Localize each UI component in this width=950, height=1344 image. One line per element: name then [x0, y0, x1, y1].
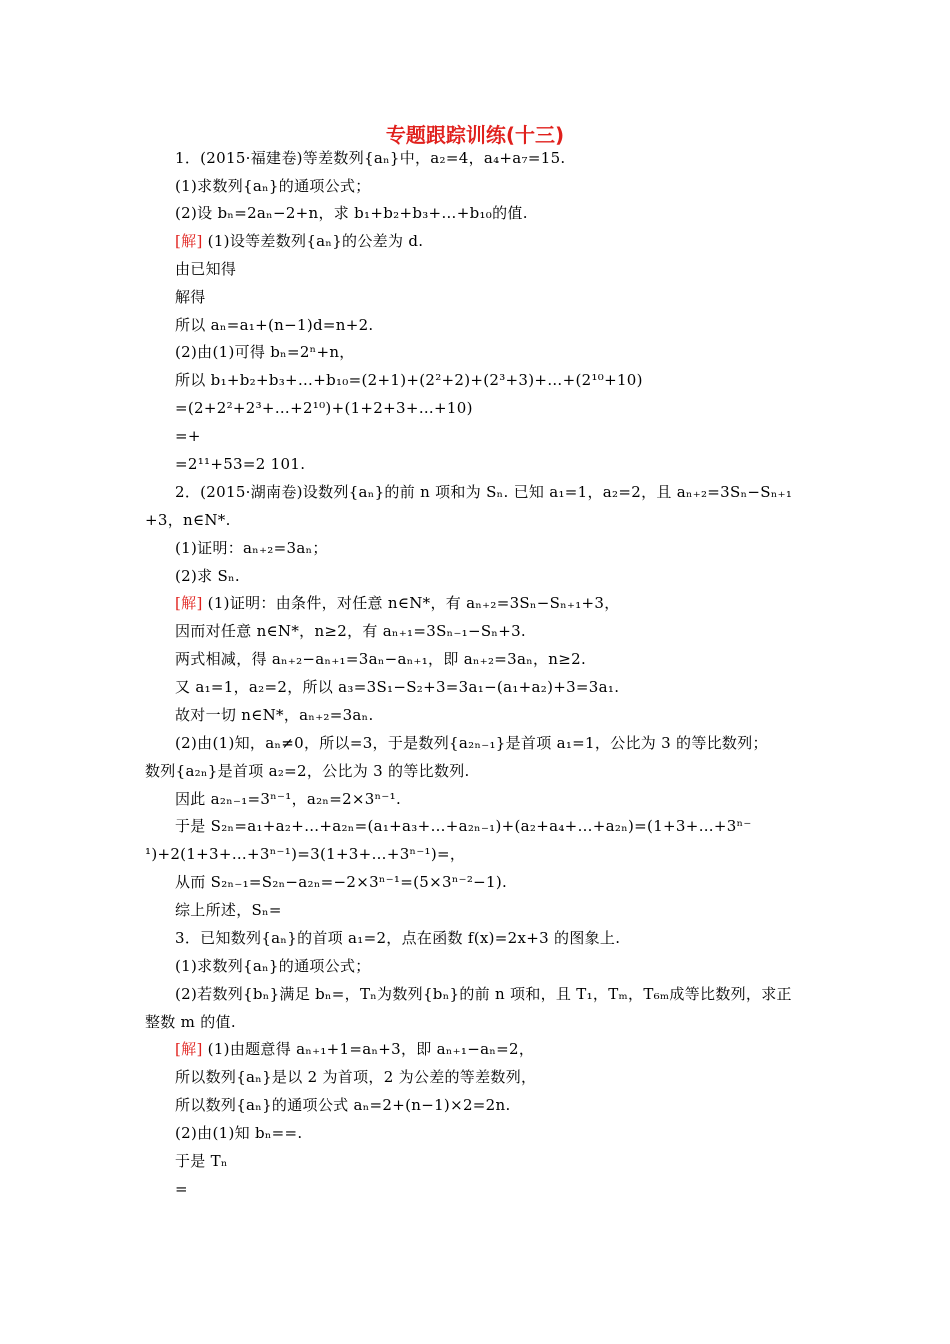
text-line: [175, 900, 282, 920]
line-text: (2)设 bₙ=2aₙ−2+n，求 b₁+b₂+b₃+…+b₁₀的值.: [175, 204, 528, 222]
line-text: 所以 b₁+b₂+b₃+…+b₁₀=(2+1)+(2²+2)+(2³+3)+…+(2¹⁰+10): [175, 371, 643, 389]
text-line: [175, 928, 620, 948]
text-line: [175, 315, 373, 335]
line-text: (2)若数列{bₙ}满足 bₙ=，Tₙ为数列{bₙ}的前 n 项和，且 T₁，Tₘ，T₆ₘ成等比数列，求正: [175, 985, 792, 1003]
line-text: 1．(2015·福建卷)等差数列{aₙ}中，a₂=4，a₄+a₇=15.: [175, 149, 566, 167]
line-text: (1)由题意得 aₙ₊₁+1=aₙ+3，即 aₙ₊₁−aₙ=2，: [202, 1040, 535, 1058]
line-text: 解得: [175, 288, 206, 306]
text-line: [175, 287, 206, 307]
line-text: (1)证明：aₙ₊₂=3aₙ；: [175, 539, 328, 557]
line-text: 综上所述，Sₙ=: [175, 901, 282, 919]
text-line: [175, 454, 305, 474]
text-line: [175, 148, 565, 168]
line-text: 于是 S₂ₙ=a₁+a₂+…+a₂ₙ=(a₁+a₃+…+a₂ₙ₋₁)+(a₂+a₄+…+a₂ₙ)=(1+3+…+3ⁿ⁻: [175, 817, 752, 835]
line-text: 因而对任意 n∈N*，n≥2，有 aₙ₊₁=3Sₙ₋₁−Sₙ+3.: [175, 622, 526, 640]
text-line: [175, 733, 768, 753]
solution-tag: [解]: [175, 1040, 203, 1058]
text-line: [175, 816, 752, 836]
text-line: [175, 705, 374, 725]
line-text: (1)求数列{aₙ}的通项公式；: [175, 177, 371, 195]
text-line: [175, 593, 620, 613]
text-line: [175, 482, 792, 502]
text-line: [175, 1123, 302, 1143]
line-text: 3．已知数列{aₙ}的首项 a₁=2，点在函数 f(x)=2x+3 的图象上.: [175, 929, 621, 947]
text-line: [175, 259, 236, 279]
text-line: [175, 1151, 228, 1171]
line-text: =+: [175, 427, 201, 445]
text-line: [175, 342, 355, 362]
line-text: 由已知得: [175, 260, 237, 278]
text-line: [175, 566, 240, 586]
text-line: [175, 984, 792, 1004]
text-line: [145, 844, 465, 864]
text-line: [175, 621, 526, 641]
line-text: ¹)+2(1+3+…+3ⁿ⁻¹)=3(1+3+…+3ⁿ⁻¹)=，: [145, 845, 466, 863]
text-line: [175, 176, 371, 196]
text-line: [175, 872, 507, 892]
text-line: [175, 1067, 536, 1087]
line-text: (2)求 Sₙ.: [175, 567, 240, 585]
text-line: [175, 649, 586, 669]
line-text: =: [175, 1180, 188, 1198]
page-title: 专题跟踪训练(十三): [385, 123, 565, 147]
text-line: [145, 761, 470, 781]
line-text: 所以 aₙ=a₁+(n−1)d=n+2.: [175, 316, 374, 334]
line-text: (1)证明：由条件，对任意 n∈N*，有 aₙ₊₂=3Sₙ−Sₙ₊₁+3，: [202, 594, 620, 612]
line-text: 所以数列{aₙ}的通项公式 aₙ=2+(n−1)×2=2n.: [175, 1096, 511, 1114]
text-line: [175, 1039, 534, 1059]
line-text: 整数 m 的值.: [145, 1013, 236, 1031]
text-line: [175, 370, 643, 390]
line-text: (1)设等差数列{aₙ}的公差为 d.: [202, 232, 424, 250]
line-text: 从而 S₂ₙ₋₁=S₂ₙ−a₂ₙ=−2×3ⁿ⁻¹=(5×3ⁿ⁻²−1).: [175, 873, 508, 891]
line-text: 又 a₁=1，a₂=2，所以 a₃=3S₁−S₂+3=3a₁−(a₁+a₂)+3=3a₁.: [175, 678, 620, 696]
text-line: [145, 1012, 236, 1032]
line-text: 故对一切 n∈N*，aₙ₊₂=3aₙ.: [175, 706, 374, 724]
text-line: [175, 203, 528, 223]
solution-tag: [解]: [175, 594, 203, 612]
text-line: [175, 1179, 188, 1199]
text-line: [175, 1095, 511, 1115]
text-line: [175, 956, 371, 976]
line-text: (2)由(1)可得 bₙ=2ⁿ+n，: [175, 343, 355, 361]
line-text: 数列{a₂ₙ}是首项 a₂=2，公比为 3 的等比数列.: [145, 762, 470, 780]
text-line: [175, 789, 401, 809]
text-line: [175, 426, 201, 446]
text-line: [175, 538, 328, 558]
text-line: [175, 231, 423, 251]
solution-tag: [解]: [175, 232, 203, 250]
text-line: [145, 510, 231, 530]
line-text: 因此 a₂ₙ₋₁=3ⁿ⁻¹，a₂ₙ=2×3ⁿ⁻¹.: [175, 790, 402, 808]
text-line: [175, 677, 619, 697]
line-text: 两式相减，得 aₙ₊₂−aₙ₊₁=3aₙ−aₙ₊₁，即 aₙ₊₂=3aₙ，n≥2.: [175, 650, 587, 668]
line-text: (1)求数列{aₙ}的通项公式；: [175, 957, 371, 975]
line-text: (2)由(1)知 bₙ==.: [175, 1124, 303, 1142]
line-text: 于是 Tₙ: [175, 1152, 228, 1170]
line-text: +3，n∈N*.: [145, 511, 231, 529]
text-line: [175, 398, 473, 418]
line-text: =2¹¹+53=2 101.: [175, 455, 306, 473]
line-text: (2)由(1)知，aₙ≠0，所以=3，于是数列{a₂ₙ₋₁}是首项 a₁=1，公比为 3 的等比数列；: [175, 734, 768, 752]
line-text: 所以数列{aₙ}是以 2 为首项，2 为公差的等差数列，: [175, 1068, 537, 1086]
line-text: 2．(2015·湖南卷)设数列{aₙ}的前 n 项和为 Sₙ. 已知 a₁=1，a₂=2，且 aₙ₊₂=3Sₙ−Sₙ₊₁: [175, 483, 793, 501]
line-text: =(2+2²+2³+…+2¹⁰)+(1+2+3+…+10): [175, 399, 473, 417]
